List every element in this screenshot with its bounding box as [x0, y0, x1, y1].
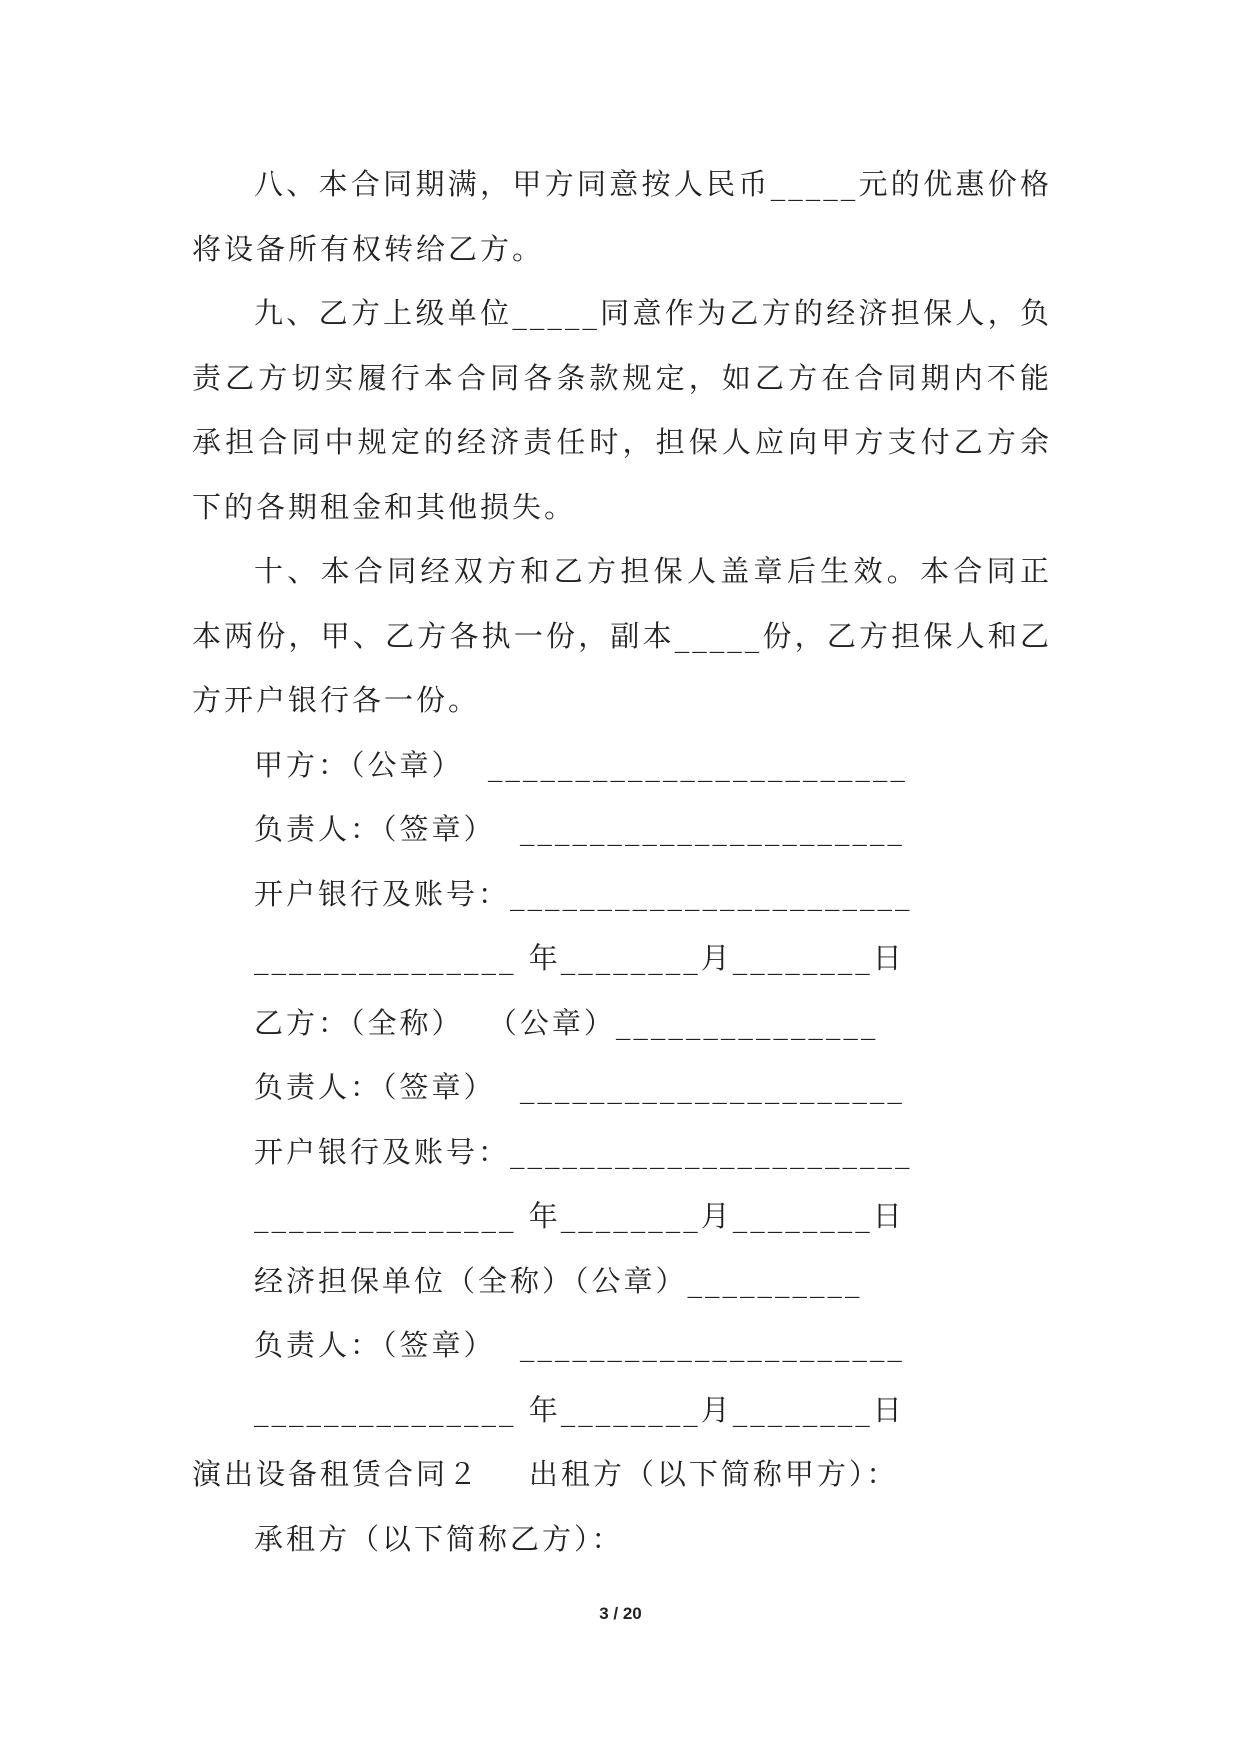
guarantor-seal-line: 经济担保单位（全称）（公章）__________: [254, 1263, 863, 1298]
guarantor-representative-line: 负责人：（签章） ______________________: [254, 1328, 905, 1362]
party-a-bank-account-line: 开户银行及账号：_______________________: [254, 876, 913, 911]
clause-9: 九、乙方上级单位_____同意作为乙方的经济担保人，负责乙方切实履行本合同各条款规定，如乙方在合同期内不能承担合同中规定的经济责任时，担保人应向甲方支付乙方余下的各期租金和其他损失。: [192, 296, 1052, 524]
guarantor-date-line: _______________ 年________月________日: [254, 1392, 905, 1427]
party-b-seal-line: 乙方：（全称） （公章）_______________: [254, 1005, 879, 1040]
lessee-line: 承租方（以下简称乙方）：: [254, 1521, 624, 1556]
clause-10: 十、本合同经双方和乙方担保人盖章后生效。本合同正本两份，甲、乙方各执一份，副本_____份，乙方担保人和乙方开户银行各一份。: [192, 554, 1052, 717]
page-number: 3 / 20: [599, 1604, 642, 1623]
party-a-date-line: _______________ 年________月________日: [254, 941, 905, 975]
clause-8: 八、本合同期满，甲方同意按人民币_____元的优惠价格将设备所有权转给乙方。: [192, 167, 1052, 266]
next-contract-heading: 演出设备租赁合同２ 出租方（以下简称甲方）：: [192, 1457, 899, 1491]
party-a-representative-line: 负责人：（签章） ______________________: [254, 812, 905, 846]
contract-body: [192, 152, 1052, 1571]
party-b-date-line: _______________ 年________月________日: [254, 1199, 905, 1233]
party-a-seal-line: 甲方：（公章） ________________________: [254, 747, 908, 782]
party-b-bank-account-line: 开户银行及账号：_______________________: [254, 1134, 913, 1169]
party-b-representative-line: 负责人：（签章） ______________________: [254, 1070, 905, 1104]
